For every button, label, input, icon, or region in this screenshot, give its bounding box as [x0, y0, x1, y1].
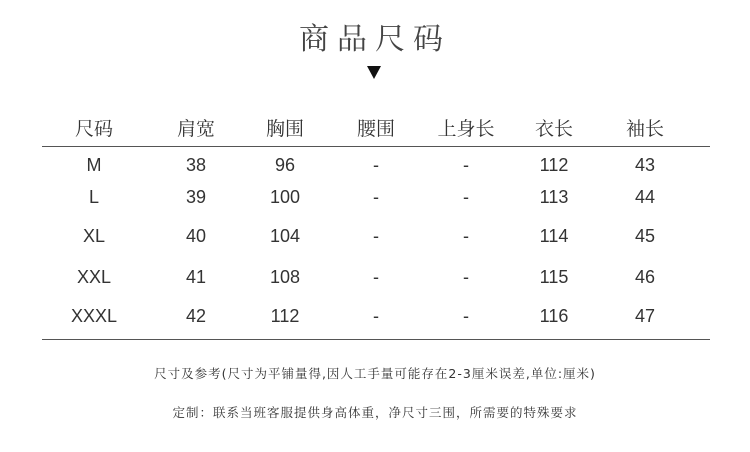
- header-shoulder: 肩宽: [176, 118, 216, 140]
- cell-waist: -: [373, 306, 379, 326]
- page-title: 商品尺码: [299, 22, 451, 57]
- size-table: [42, 108, 710, 340]
- measurement-note: 尺寸及参考(尺寸为平铺量得,因人工手量可能存在2-3厘米误差,单位:厘米): [154, 366, 596, 381]
- table-row: [42, 265, 710, 293]
- header-size: 尺码: [74, 118, 114, 140]
- table-header-row: [42, 108, 710, 146]
- table-row: [42, 304, 710, 332]
- cell-waist: -: [373, 187, 379, 207]
- cell-upper-length: -: [463, 187, 469, 207]
- cell-shoulder: 38: [185, 155, 207, 175]
- cell-sleeve: 47: [634, 306, 656, 326]
- cell-length: 112: [539, 155, 569, 175]
- cell-upper-length: -: [463, 267, 469, 287]
- cell-size: XXL: [76, 267, 112, 287]
- cell-shoulder: 40: [185, 226, 207, 246]
- cell-shoulder: 41: [185, 267, 207, 287]
- custom-order-note: 定制：联系当班客服提供身高体重，净尺寸三围，所需要的特殊要求: [172, 405, 578, 420]
- table-body: [42, 147, 710, 339]
- cell-chest: 104: [269, 226, 301, 246]
- cell-size: M: [86, 155, 102, 175]
- cell-waist: -: [373, 226, 379, 246]
- cell-upper-length: -: [463, 155, 469, 175]
- cell-length: 113: [539, 187, 569, 207]
- cell-chest: 108: [269, 267, 301, 287]
- cell-waist: -: [373, 155, 379, 175]
- cell-sleeve: 43: [634, 155, 656, 175]
- header-length: 衣长: [534, 118, 574, 140]
- header-chest: 胸围: [265, 118, 305, 140]
- cell-chest: 112: [270, 306, 300, 326]
- cell-upper-length: -: [463, 306, 469, 326]
- header-waist: 腰围: [356, 118, 396, 140]
- cell-length: 114: [539, 226, 569, 246]
- cell-upper-length: -: [463, 226, 469, 246]
- cell-sleeve: 45: [634, 226, 656, 246]
- cell-chest: 96: [274, 155, 296, 175]
- cell-waist: -: [373, 267, 379, 287]
- table-bottom-rule: [42, 339, 710, 340]
- cell-shoulder: 42: [185, 306, 207, 326]
- cell-size: L: [88, 187, 100, 207]
- header-sleeve: 袖长: [625, 118, 665, 140]
- table-row: [42, 153, 710, 181]
- cell-length: 116: [539, 306, 569, 326]
- cell-length: 115: [539, 267, 569, 287]
- arrow-down-icon: [367, 66, 381, 79]
- table-row: [42, 224, 710, 252]
- cell-shoulder: 39: [185, 187, 207, 207]
- cell-size: XXXL: [70, 306, 118, 326]
- cell-size: XL: [82, 226, 106, 246]
- cell-chest: 100: [269, 187, 301, 207]
- cell-sleeve: 44: [634, 187, 656, 207]
- header-upper-length: 上身长: [437, 118, 495, 140]
- table-row: [42, 185, 710, 213]
- cell-sleeve: 46: [634, 267, 656, 287]
